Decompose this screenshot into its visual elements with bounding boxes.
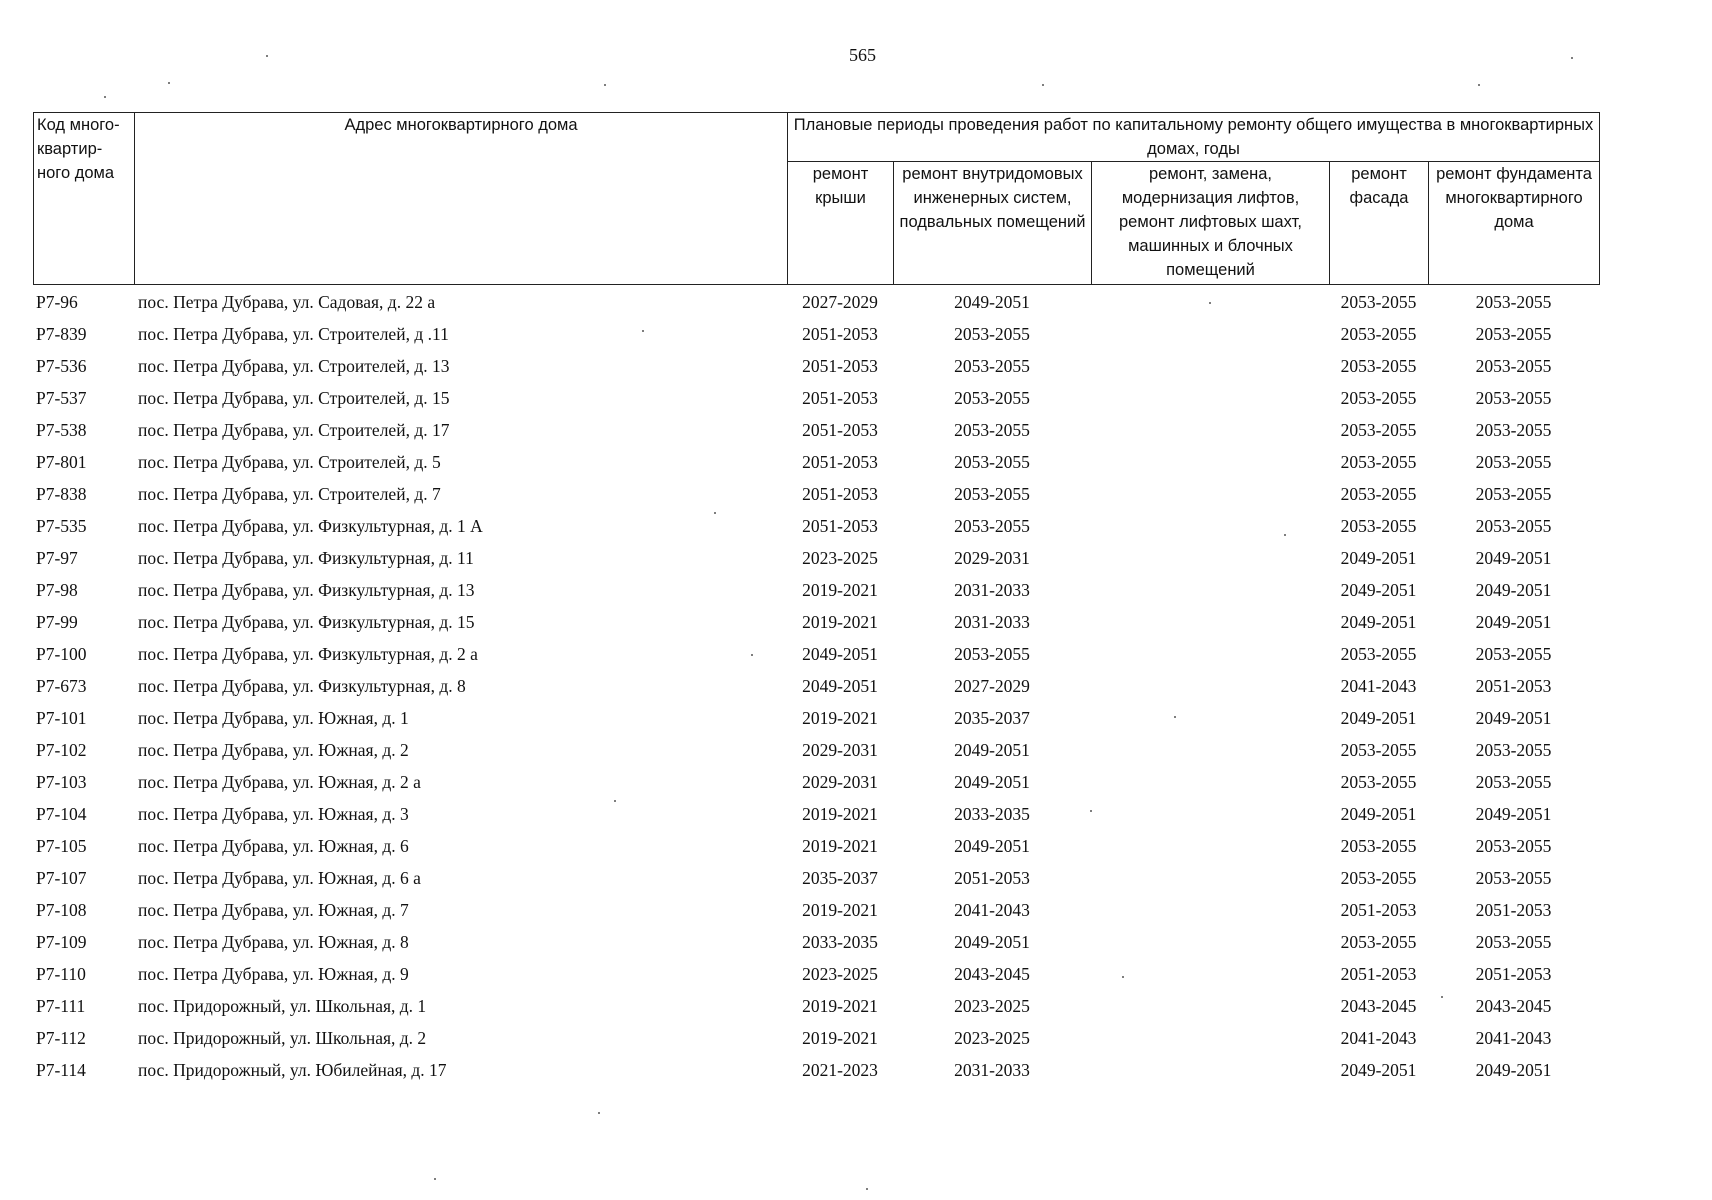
scan-speck xyxy=(1209,302,1211,304)
table-row xyxy=(33,414,1599,446)
cell-foundation: 2049-2051 xyxy=(1475,803,1552,824)
cell-systems: 2041-2043 xyxy=(954,899,1030,920)
cell-facade: 2053-2055 xyxy=(1340,291,1417,312)
table-row xyxy=(33,798,1599,830)
cell-code: Р7-102 xyxy=(36,739,87,760)
cell-systems: 2023-2025 xyxy=(954,1027,1030,1048)
cell-roof: 2019-2021 xyxy=(802,803,878,824)
scan-speck xyxy=(866,1188,868,1190)
table-row xyxy=(33,382,1599,414)
cell-address: пос. Петра Дубрава, ул. Садовая, д. 22 а xyxy=(138,291,436,312)
table-row xyxy=(33,574,1599,606)
cell-roof: 2019-2021 xyxy=(802,611,878,632)
cell-facade: 2053-2055 xyxy=(1340,515,1417,536)
scan-speck xyxy=(434,1178,436,1180)
cell-roof: 2027-2029 xyxy=(802,291,878,312)
cell-code: Р7-538 xyxy=(36,419,87,440)
cell-roof: 2033-2035 xyxy=(802,931,878,952)
cell-systems: 2053-2055 xyxy=(954,483,1030,504)
cell-elevators xyxy=(1091,766,1329,798)
cell-roof: 2051-2053 xyxy=(802,515,878,536)
cell-roof: 2029-2031 xyxy=(802,771,878,792)
cell-address: пос. Петра Дубрава, ул. Южная, д. 7 xyxy=(138,899,409,920)
cell-foundation: 2053-2055 xyxy=(1475,515,1552,536)
cell-roof: 2019-2021 xyxy=(802,579,878,600)
scan-speck xyxy=(714,512,716,514)
scan-speck xyxy=(604,84,606,86)
scan-speck xyxy=(168,82,170,84)
cell-facade: 2051-2053 xyxy=(1340,899,1417,920)
cell-code: Р7-536 xyxy=(36,355,87,376)
cell-address: пос. Петра Дубрава, ул. Южная, д. 2 а xyxy=(138,771,421,792)
table-row xyxy=(33,734,1599,766)
scan-speck xyxy=(642,330,644,332)
cell-code: Р7-96 xyxy=(36,291,78,312)
cell-foundation: 2049-2051 xyxy=(1475,707,1552,728)
cell-elevators xyxy=(1091,670,1329,702)
cell-systems: 2031-2033 xyxy=(954,1059,1030,1080)
cell-foundation: 2051-2053 xyxy=(1475,899,1552,920)
cell-systems: 2049-2051 xyxy=(954,771,1030,792)
cell-roof: 2019-2021 xyxy=(802,707,878,728)
cell-foundation: 2053-2055 xyxy=(1475,451,1552,472)
cell-foundation: 2053-2055 xyxy=(1475,355,1552,376)
cell-facade: 2049-2051 xyxy=(1340,803,1417,824)
cell-elevators xyxy=(1091,926,1329,958)
cell-facade: 2053-2055 xyxy=(1340,643,1417,664)
scan-speck xyxy=(1284,534,1286,536)
cell-foundation: 2053-2055 xyxy=(1475,483,1552,504)
header-address: Адрес многоквартирного дома xyxy=(135,113,788,285)
cell-elevators xyxy=(1091,798,1329,830)
table-body xyxy=(33,286,1599,1086)
cell-systems: 2053-2055 xyxy=(954,451,1030,472)
table-row xyxy=(33,446,1599,478)
cell-elevators xyxy=(1091,990,1329,1022)
cell-facade: 2041-2043 xyxy=(1340,1027,1417,1048)
cell-elevators xyxy=(1091,702,1329,734)
cell-roof: 2023-2025 xyxy=(802,963,878,984)
cell-facade: 2053-2055 xyxy=(1340,451,1417,472)
cell-foundation: 2051-2053 xyxy=(1475,675,1552,696)
cell-code: Р7-112 xyxy=(36,1027,86,1048)
cell-elevators xyxy=(1091,446,1329,478)
cell-foundation: 2041-2043 xyxy=(1475,1027,1552,1048)
cell-code: Р7-114 xyxy=(36,1059,86,1080)
cell-address: пос. Петра Дубрава, ул. Южная, д. 8 xyxy=(138,931,409,952)
table-row xyxy=(33,286,1599,318)
cell-elevators xyxy=(1091,894,1329,926)
cell-code: Р7-98 xyxy=(36,579,78,600)
cell-foundation: 2053-2055 xyxy=(1475,771,1552,792)
cell-code: Р7-801 xyxy=(36,451,87,472)
header-roof: ремонт крыши xyxy=(788,162,894,285)
cell-systems: 2053-2055 xyxy=(954,355,1030,376)
cell-roof: 2023-2025 xyxy=(802,547,878,568)
cell-facade: 2049-2051 xyxy=(1340,611,1417,632)
cell-elevators xyxy=(1091,574,1329,606)
cell-address: пос. Петра Дубрава, ул. Южная, д. 9 xyxy=(138,963,409,984)
header-periods-group: Плановые периоды проведения работ по капитальному ремонту общего имущества в многоквартирных домах, годы xyxy=(788,113,1600,162)
cell-address: пос. Петра Дубрава, ул. Строителей, д .11 xyxy=(138,323,449,344)
cell-address: пос. Петра Дубрава, ул. Физкультурная, д. 11 xyxy=(138,547,474,568)
cell-address: пос. Петра Дубрава, ул. Южная, д. 2 xyxy=(138,739,409,760)
cell-systems: 2035-2037 xyxy=(954,707,1030,728)
cell-foundation: 2053-2055 xyxy=(1475,739,1552,760)
cell-elevators xyxy=(1091,318,1329,350)
cell-address: пос. Петра Дубрава, ул. Физкультурная, д. 8 xyxy=(138,675,466,696)
cell-code: Р7-838 xyxy=(36,483,87,504)
cell-code: Р7-107 xyxy=(36,867,87,888)
cell-code: Р7-537 xyxy=(36,387,87,408)
table-row xyxy=(33,894,1599,926)
cell-code: Р7-109 xyxy=(36,931,87,952)
cell-roof: 2051-2053 xyxy=(802,483,878,504)
cell-elevators xyxy=(1091,734,1329,766)
cell-systems: 2049-2051 xyxy=(954,835,1030,856)
table-row xyxy=(33,830,1599,862)
cell-roof: 2051-2053 xyxy=(802,419,878,440)
cell-code: Р7-108 xyxy=(36,899,87,920)
cell-roof: 2019-2021 xyxy=(802,899,878,920)
cell-roof: 2019-2021 xyxy=(802,995,878,1016)
cell-foundation: 2053-2055 xyxy=(1475,323,1552,344)
cell-facade: 2051-2053 xyxy=(1340,963,1417,984)
header-code: Код много-квартир-ного дома xyxy=(34,113,135,285)
header-elevators: ремонт, замена, модернизация лифтов, ремонт лифтовых шахт, машинных и блочных помещений xyxy=(1092,162,1330,285)
cell-address: пос. Петра Дубрава, ул. Строителей, д. 13 xyxy=(138,355,450,376)
cell-foundation: 2043-2045 xyxy=(1475,995,1552,1016)
table-row xyxy=(33,318,1599,350)
cell-roof: 2035-2037 xyxy=(802,867,878,888)
cell-address: пос. Петра Дубрава, ул. Южная, д. 6 xyxy=(138,835,409,856)
table-row xyxy=(33,670,1599,702)
scan-speck xyxy=(1042,84,1044,86)
cell-foundation: 2049-2051 xyxy=(1475,1059,1552,1080)
cell-facade: 2041-2043 xyxy=(1340,675,1417,696)
cell-elevators xyxy=(1091,830,1329,862)
cell-systems: 2049-2051 xyxy=(954,739,1030,760)
cell-systems: 2053-2055 xyxy=(954,387,1030,408)
cell-code: Р7-535 xyxy=(36,515,87,536)
cell-facade: 2049-2051 xyxy=(1340,547,1417,568)
scan-speck xyxy=(1441,996,1443,998)
scan-speck xyxy=(1122,976,1124,978)
cell-foundation: 2053-2055 xyxy=(1475,291,1552,312)
cell-address: пос. Петра Дубрава, ул. Строителей, д. 15 xyxy=(138,387,450,408)
cell-facade: 2049-2051 xyxy=(1340,579,1417,600)
cell-foundation: 2053-2055 xyxy=(1475,931,1552,952)
header-systems: ремонт внутридомовых инженерных систем, подвальных помещений xyxy=(894,162,1092,285)
scan-speck xyxy=(614,800,616,802)
scan-speck xyxy=(104,96,106,98)
cell-foundation: 2053-2055 xyxy=(1475,419,1552,440)
cell-systems: 2053-2055 xyxy=(954,419,1030,440)
cell-address: пос. Петра Дубрава, ул. Физкультурная, д. 1 А xyxy=(138,515,483,536)
cell-facade: 2053-2055 xyxy=(1340,739,1417,760)
cell-address: пос. Петра Дубрава, ул. Строителей, д. 17 xyxy=(138,419,450,440)
cell-roof: 2019-2021 xyxy=(802,1027,878,1048)
cell-foundation: 2049-2051 xyxy=(1475,611,1552,632)
cell-foundation: 2049-2051 xyxy=(1475,579,1552,600)
cell-address: пос. Петра Дубрава, ул. Южная, д. 6 а xyxy=(138,867,421,888)
page-number: 565 xyxy=(849,45,876,65)
cell-foundation: 2051-2053 xyxy=(1475,963,1552,984)
cell-facade: 2053-2055 xyxy=(1340,483,1417,504)
cell-foundation: 2053-2055 xyxy=(1475,643,1552,664)
cell-systems: 2029-2031 xyxy=(954,547,1030,568)
cell-facade: 2049-2051 xyxy=(1340,1059,1417,1080)
cell-systems: 2051-2053 xyxy=(954,867,1030,888)
cell-roof: 2051-2053 xyxy=(802,355,878,376)
scan-speck xyxy=(1478,84,1480,86)
scan-speck xyxy=(1090,810,1092,812)
cell-systems: 2031-2033 xyxy=(954,611,1030,632)
cell-address: пос. Петра Дубрава, ул. Южная, д. 3 xyxy=(138,803,409,824)
cell-elevators xyxy=(1091,350,1329,382)
cell-systems: 2053-2055 xyxy=(954,643,1030,664)
cell-code: Р7-839 xyxy=(36,323,87,344)
table-row xyxy=(33,1022,1599,1054)
cell-systems: 2031-2033 xyxy=(954,579,1030,600)
cell-address: пос. Петра Дубрава, ул. Физкультурная, д. 15 xyxy=(138,611,475,632)
cell-roof: 2051-2053 xyxy=(802,451,878,472)
cell-foundation: 2053-2055 xyxy=(1475,387,1552,408)
cell-address: пос. Петра Дубрава, ул. Строителей, д. 7 xyxy=(138,483,441,504)
header-foundation: ремонт фундамента многоквартирного дома xyxy=(1429,162,1600,285)
table-row xyxy=(33,958,1599,990)
cell-elevators xyxy=(1091,1022,1329,1054)
cell-elevators xyxy=(1091,478,1329,510)
cell-code: Р7-110 xyxy=(36,963,86,984)
cell-foundation: 2053-2055 xyxy=(1475,867,1552,888)
cell-roof: 2049-2051 xyxy=(802,675,878,696)
table-row xyxy=(33,606,1599,638)
table-row xyxy=(33,926,1599,958)
cell-facade: 2053-2055 xyxy=(1340,835,1417,856)
cell-address: пос. Петра Дубрава, ул. Южная, д. 1 xyxy=(138,707,409,728)
cell-foundation: 2053-2055 xyxy=(1475,835,1552,856)
cell-address: пос. Петра Дубрава, ул. Физкультурная, д. 13 xyxy=(138,579,475,600)
cell-elevators xyxy=(1091,862,1329,894)
table-row xyxy=(33,1054,1599,1086)
cell-systems: 2053-2055 xyxy=(954,515,1030,536)
cell-elevators xyxy=(1091,542,1329,574)
cell-systems: 2049-2051 xyxy=(954,931,1030,952)
cell-elevators xyxy=(1091,414,1329,446)
cell-elevators xyxy=(1091,510,1329,542)
cell-facade: 2053-2055 xyxy=(1340,931,1417,952)
cell-elevators xyxy=(1091,958,1329,990)
cell-roof: 2049-2051 xyxy=(802,643,878,664)
cell-code: Р7-99 xyxy=(36,611,78,632)
cell-facade: 2053-2055 xyxy=(1340,387,1417,408)
cell-address: пос. Придорожный, ул. Юбилейная, д. 17 xyxy=(138,1059,447,1080)
cell-facade: 2053-2055 xyxy=(1340,323,1417,344)
cell-address: пос. Придорожный, ул. Школьная, д. 2 xyxy=(138,1027,427,1048)
table-row xyxy=(33,478,1599,510)
cell-code: Р7-97 xyxy=(36,547,78,568)
cell-elevators xyxy=(1091,382,1329,414)
cell-systems: 2027-2029 xyxy=(954,675,1030,696)
cell-foundation: 2049-2051 xyxy=(1475,547,1552,568)
scan-speck xyxy=(751,654,753,656)
cell-facade: 2053-2055 xyxy=(1340,355,1417,376)
table-row xyxy=(33,638,1599,670)
table-header xyxy=(33,112,1600,285)
cell-address: пос. Петра Дубрава, ул. Строителей, д. 5 xyxy=(138,451,441,472)
cell-code: Р7-100 xyxy=(36,643,87,664)
cell-facade: 2049-2051 xyxy=(1340,707,1417,728)
scan-speck xyxy=(1571,57,1573,59)
scan-speck xyxy=(1174,716,1176,718)
cell-address: пос. Придорожный, ул. Школьная, д. 1 xyxy=(138,995,427,1016)
cell-code: Р7-103 xyxy=(36,771,87,792)
cell-code: Р7-104 xyxy=(36,803,87,824)
cell-roof: 2019-2021 xyxy=(802,835,878,856)
table-row xyxy=(33,862,1599,894)
cell-facade: 2053-2055 xyxy=(1340,771,1417,792)
cell-systems: 2023-2025 xyxy=(954,995,1030,1016)
cell-code: Р7-673 xyxy=(36,675,87,696)
cell-systems: 2049-2051 xyxy=(954,291,1030,312)
table-row xyxy=(33,766,1599,798)
cell-roof: 2029-2031 xyxy=(802,739,878,760)
cell-facade: 2053-2055 xyxy=(1340,419,1417,440)
cell-systems: 2043-2045 xyxy=(954,963,1030,984)
cell-code: Р7-101 xyxy=(36,707,87,728)
cell-code: Р7-111 xyxy=(36,995,86,1016)
table-row xyxy=(33,990,1599,1022)
table-row xyxy=(33,702,1599,734)
cell-systems: 2053-2055 xyxy=(954,323,1030,344)
cell-facade: 2043-2045 xyxy=(1340,995,1417,1016)
cell-facade: 2053-2055 xyxy=(1340,867,1417,888)
scan-speck xyxy=(598,1112,600,1114)
cell-code: Р7-105 xyxy=(36,835,87,856)
header-facade: ремонт фасада xyxy=(1330,162,1429,285)
table-row xyxy=(33,542,1599,574)
scan-speck xyxy=(266,55,268,57)
cell-roof: 2051-2053 xyxy=(802,323,878,344)
cell-systems: 2033-2035 xyxy=(954,803,1030,824)
cell-elevators xyxy=(1091,638,1329,670)
cell-elevators xyxy=(1091,606,1329,638)
cell-elevators xyxy=(1091,1054,1329,1086)
table-row xyxy=(33,510,1599,542)
cell-roof: 2051-2053 xyxy=(802,387,878,408)
cell-address: пос. Петра Дубрава, ул. Физкультурная, д. 2 а xyxy=(138,643,478,664)
cell-roof: 2021-2023 xyxy=(802,1059,878,1080)
table-row xyxy=(33,350,1599,382)
